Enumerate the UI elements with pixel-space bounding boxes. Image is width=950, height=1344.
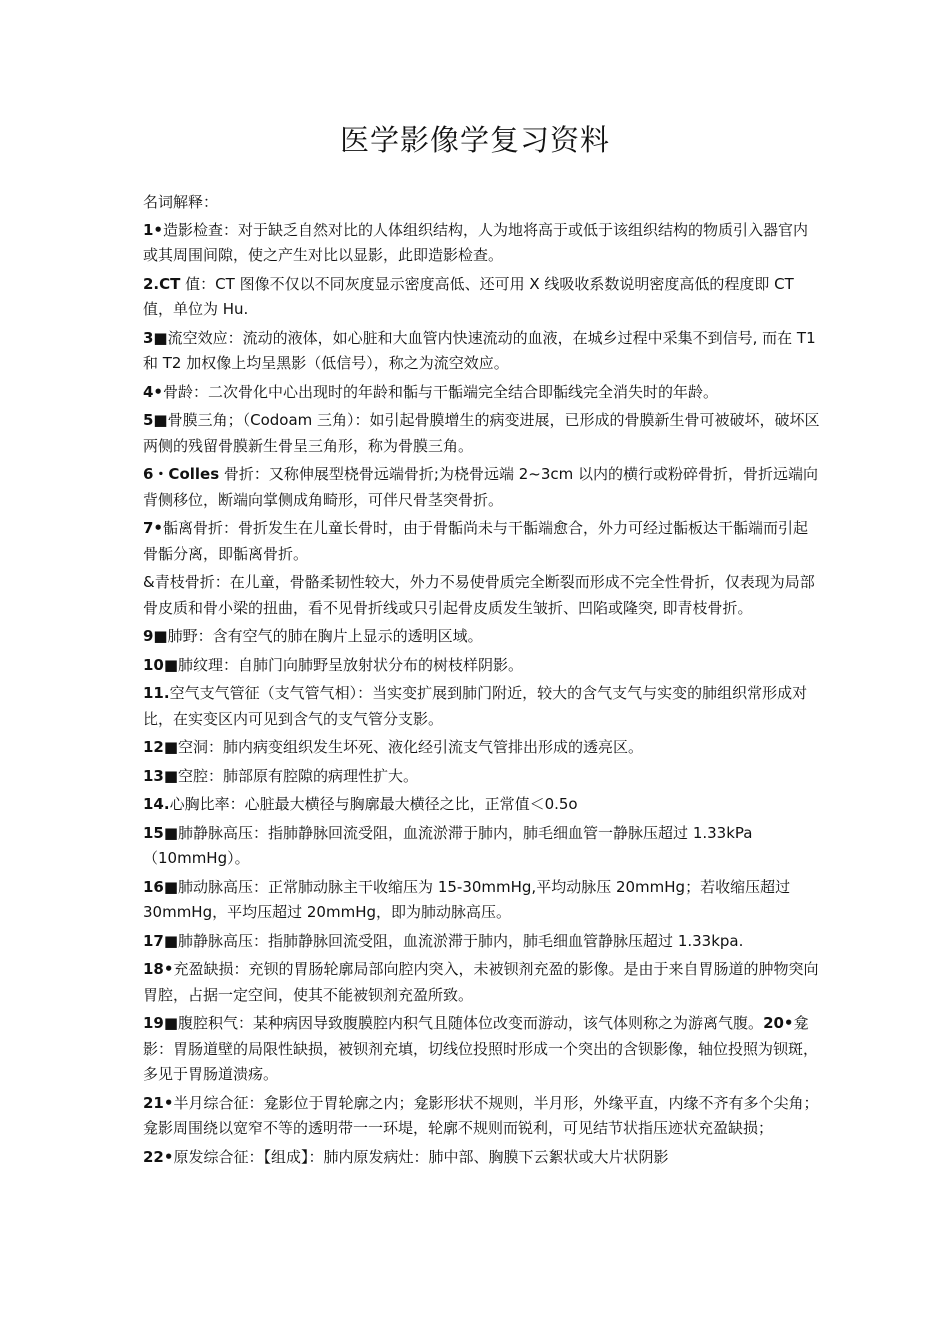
entry-10 [143, 653, 821, 679]
entry-13 [143, 764, 821, 790]
entry-number: 13■ [143, 766, 179, 785]
entry-number: 9■ [143, 627, 168, 645]
entry-number: 6・Colles [143, 465, 220, 483]
entry-3 [143, 326, 821, 377]
entry-8 [143, 570, 821, 621]
entry-text: 肺纹理：自肺门向肺野呈放射状分布的树枝样阴影。 [178, 655, 524, 674]
entry-9 [143, 624, 821, 650]
entry-number: 7• [143, 519, 164, 537]
entry-number: 1• [143, 220, 164, 239]
entry-text: 空腔：肺部原有腔隙的病理性扩大。 [178, 766, 419, 785]
entry-text: 流空效应：流动的液体，如心脏和大血管内快速流动的血液，在城乡过程中采集不到信号, 而在 T1 和 T2 加权像上均呈黑影（低信号），称之为流空效应。 [143, 328, 816, 372]
entry-number: 15■ [143, 823, 179, 842]
document-body [143, 190, 821, 1173]
entry-number: 21• [143, 1093, 174, 1112]
entry-22 [143, 1145, 821, 1171]
entry-number: 18• [143, 960, 174, 978]
entry-text: 肺动脉高压：正常肺动脉主干收缩压为 15-30mmHg,平均动脉压 20mmHg；若收缩压超过 30mmHg，平均压超过 20mmHg，即为肺动脉高压。 [143, 877, 791, 921]
entry-text: 半月综合征：龛影位于胃轮廓之内；龛影形状不规则，半月形，外缘平直，内缘不齐有多个尖角；龛影周围绕以宽窄不等的透明带一一环堤，轮廓不规则而锐利，可见结节状指压迹状充盈缺损； [143, 1093, 819, 1137]
entry-1 [143, 218, 821, 269]
entry-text: 心胸比率：心脏最大横径与胸廓最大横径之比，正常值＜0.5o [169, 795, 578, 813]
entry-14 [143, 792, 821, 818]
entry-text: 充盈缺损：充钡的胃肠轮廓局部向腔内突入，未被钡剂充盈的影像。是由于来自胃肠道的肿物突向胃腔，占据一定空间，使其不能被钡剂充盈所致。 [143, 960, 819, 1004]
entry-12 [143, 735, 821, 761]
entry-21 [143, 1091, 821, 1142]
entry-text: 空洞：肺内病变组织发生坏死、液化经引流支气管排出形成的透亮区。 [178, 738, 644, 756]
entry-number: 17■ [143, 931, 179, 950]
entry-number: 11. [143, 684, 170, 702]
entry-number: 10■ [143, 655, 179, 674]
entry-number: 22• [143, 1147, 174, 1166]
entry-11 [143, 681, 821, 732]
section-label: 名词解释： [143, 193, 219, 211]
entry-text: 肺野：含有空气的肺在胸片上显示的透明区域。 [167, 627, 483, 645]
entry-text: 骨折：又称伸展型桡骨远端骨折;为桡骨远端 2~3cm 以内的横行或粉碎骨折，骨折远端向背侧移位，断端向掌侧成角畸形，可伴尺骨茎突骨折。 [143, 465, 819, 509]
entry-text: 肺静脉高压：指肺静脉回流受阻，血流淤滞于肺内，肺毛细血管一静脉压超过 1.33kPa（10mmHg）。 [143, 823, 753, 867]
entry-text: 青枝骨折：在儿童，骨骼柔韧性较大，外力不易使骨质完全断裂而形成不完全性骨折，仅表现为局部骨皮质和骨小梁的扭曲，看不见骨折线或只引起骨皮质发生皱折、凹陷或隆突, 即青枝骨折。 [143, 573, 815, 617]
entry-text: 骨膜三角；（Codoam 三角）：如引起骨膜增生的病变进展，已形成的骨膜新生骨可被破坏，破坏区两侧的残留骨膜新生骨呈三角形，称为骨膜三角。 [143, 411, 820, 455]
entry-19-20 [143, 1011, 821, 1088]
entry-4 [143, 380, 821, 406]
entry-text: 原发综合征：【组成】：肺内原发病灶：肺中部、胸膜下云絮状或大片状阴影 [173, 1147, 669, 1166]
entry-2 [143, 272, 821, 323]
entry-number: 12■ [143, 738, 179, 756]
entry-text: 值：CT 图像不仅以不同灰度显示密度高低、还可用 X 线吸收系数说明密度高低的程度即 CT 值，单位为 Hu. [143, 274, 794, 318]
entry-text: 腹腔积气：某种病因导致腹膜腔内积气且随体位改变而游动，该气体则称之为游离气腹。 [178, 1014, 764, 1032]
entry-text: 骺离骨折：骨折发生在儿童长骨时，由于骨骺尚未与干骺端愈合，外力可经过骺板达干骺端而引起骨骺分离，即骺离骨折。 [143, 519, 809, 563]
entry-number: 4• [143, 382, 164, 401]
entry-number: 20• [763, 1014, 794, 1032]
entry-text: 肺静脉高压：指肺静脉回流受阻，血流淤滞于肺内，肺毛细血管静脉压超过 1.33kpa. [178, 931, 744, 950]
entry-number: 3■ [143, 328, 168, 347]
document-title: 医学影像学复习资料 [339, 123, 610, 157]
entry-text: 空气支气管征（支气管气相）：当实变扩展到肺门附近，较大的含气支气与实变的肺组织常形成对比，在实变区内可见到含气的支气管分支影。 [143, 684, 808, 728]
entry-number: 16■ [143, 877, 179, 896]
entry-number: 5■ [143, 411, 168, 429]
entry-text: 造影检查：对于缺乏自然对比的人体组织结构，人为地将高于或低于该组织结构的物质引入器官内或其周围间隙，使之产生对比以显影，此即造影检查。 [143, 220, 809, 264]
entry-18 [143, 957, 821, 1008]
entry-text: 骨龄：二次骨化中心出现时的年龄和骺与干骺端完全结合即骺线完全消失时的年龄。 [163, 382, 719, 401]
entry-16 [143, 875, 821, 926]
entry-number: 2.CT [143, 274, 181, 293]
entry-number: & [143, 573, 155, 591]
entry-15 [143, 821, 821, 872]
entry-number: 14. [143, 795, 170, 813]
entry-17 [143, 929, 821, 955]
entry-text: 龛影：胃肠道壁的局限性缺损，被钡剂充填，切线位投照时形成一个突出的含钡影像，轴位投照为钡斑，多见于胃肠道溃疡。 [143, 1014, 819, 1083]
entry-6 [143, 462, 821, 513]
entry-5 [143, 408, 821, 459]
entry-number: 19■ [143, 1014, 179, 1032]
entry-7 [143, 516, 821, 567]
